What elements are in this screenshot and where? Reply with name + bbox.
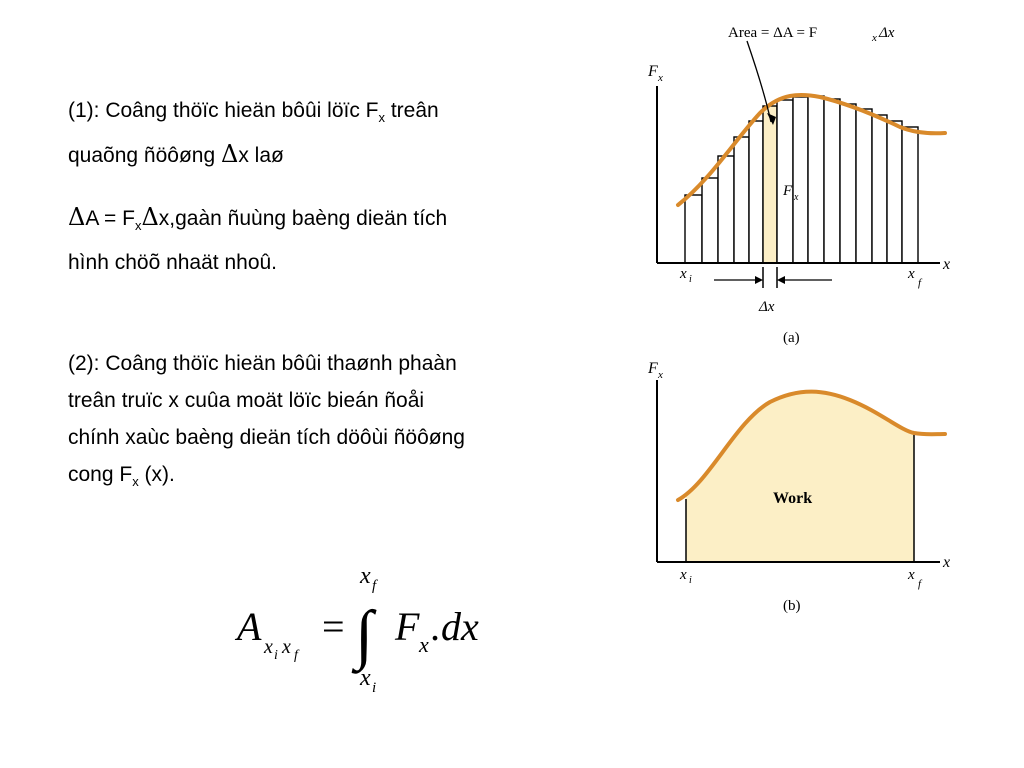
formula-f: F bbox=[395, 604, 420, 649]
area-label: Area = ΔA = F bbox=[728, 25, 818, 41]
area-rectangle bbox=[872, 115, 887, 263]
xf-label: x bbox=[908, 567, 915, 583]
area-rectangle bbox=[856, 109, 872, 263]
p1-text-d: x laø bbox=[238, 144, 284, 167]
area-rectangle bbox=[824, 99, 840, 263]
area-rectangle bbox=[902, 127, 918, 263]
figure-a-rectangles bbox=[640, 15, 970, 350]
xf-label-sub: f bbox=[918, 578, 922, 590]
work-label: Work bbox=[773, 490, 813, 507]
p3-text-d: cong F bbox=[68, 463, 133, 486]
xi-label-sub: i bbox=[689, 274, 692, 285]
x-axis-label: x bbox=[943, 554, 951, 571]
delta-symbol: Δ bbox=[141, 203, 159, 231]
paragraph-work-variable-force bbox=[68, 345, 548, 500]
p2-sub: x bbox=[134, 218, 142, 233]
p2-text-c: hình chöõ nhaät nhoû. bbox=[68, 251, 278, 274]
area-rectangle bbox=[777, 100, 793, 263]
highlighted-rectangle bbox=[763, 106, 777, 263]
p3-text-b: treân truïc x cuûa moät löïc bieán ñoåi bbox=[68, 389, 425, 412]
xf-label: x bbox=[908, 266, 915, 282]
xi-label: x bbox=[680, 266, 687, 282]
xi-label: x bbox=[680, 567, 687, 583]
caption-a: (a) bbox=[783, 330, 800, 346]
p1-text-b: treân bbox=[385, 99, 439, 122]
dx-arrowhead-left bbox=[755, 276, 763, 284]
work-integral-formula bbox=[232, 560, 502, 700]
area-rectangle bbox=[734, 137, 749, 263]
area-rectangle bbox=[887, 121, 902, 263]
p1-text-c: quaõng ñöôøng bbox=[68, 144, 221, 167]
area-rectangle bbox=[685, 195, 702, 263]
delta-symbol: Δ bbox=[220, 140, 239, 168]
area-rectangle bbox=[702, 178, 718, 263]
caption-b: (b) bbox=[783, 598, 801, 614]
p1-text-a: (1): Coâng thöïc hieän bôûi löïc F bbox=[68, 99, 379, 122]
paragraph-work-small-force bbox=[68, 92, 538, 174]
x-axis-label: x bbox=[943, 256, 951, 273]
area-rectangle bbox=[808, 96, 824, 263]
p2-text-b: x,gaàn ñuùng baèng dieän tích bbox=[158, 207, 448, 230]
xi-label-sub: i bbox=[689, 575, 692, 586]
xf-label-sub: f bbox=[918, 277, 922, 289]
area-label-sub: x bbox=[872, 32, 877, 44]
formula-a: A bbox=[237, 604, 262, 649]
y-axis-label: F bbox=[648, 63, 658, 80]
formula-dx: .dx bbox=[431, 604, 479, 649]
dx-label: Δx bbox=[759, 299, 775, 315]
area-rectangle bbox=[793, 97, 808, 263]
formula-a-sub-i: i bbox=[274, 648, 278, 663]
paragraph-delta-a bbox=[68, 199, 538, 281]
y-axis-label: F bbox=[648, 360, 658, 377]
y-axis-label-sub: x bbox=[658, 72, 663, 84]
formula-a-sub-xf: x bbox=[282, 636, 291, 658]
formula-equals: = bbox=[322, 604, 345, 649]
upper-limit: x bbox=[360, 563, 371, 589]
area-rectangle bbox=[840, 104, 856, 263]
p3-text-a: (2): Coâng thöïc hieän bôûi thaønh phaàn bbox=[68, 352, 457, 375]
formula-a-sub-xi: x bbox=[264, 636, 273, 658]
area-rectangle bbox=[749, 121, 763, 263]
fx-label-sub: x bbox=[794, 192, 799, 203]
area-label-end: Δx bbox=[879, 25, 895, 41]
p3-text-c: chính xaùc baèng dieän tích döôùi ñöôøng bbox=[68, 426, 465, 449]
lower-limit: x bbox=[360, 665, 371, 691]
integral-sign: ∫ bbox=[355, 598, 374, 671]
p2-text-a: A = F bbox=[85, 207, 135, 230]
fx-label: F bbox=[783, 183, 793, 199]
lower-limit-sub: i bbox=[372, 680, 377, 696]
figure-b-area-under-curve bbox=[640, 352, 970, 617]
delta-symbol: Δ bbox=[68, 203, 86, 231]
dx-arrowhead-right bbox=[777, 276, 785, 284]
formula-f-sub: x bbox=[419, 632, 429, 657]
p3-sub: x bbox=[132, 474, 139, 489]
y-axis-label-sub: x bbox=[658, 369, 663, 381]
area-rectangle bbox=[718, 156, 734, 263]
p1-sub: x bbox=[378, 110, 386, 125]
upper-limit-sub: f bbox=[372, 578, 377, 594]
p3-text-e: (x). bbox=[138, 463, 175, 486]
formula-a-sub-f: f bbox=[294, 648, 298, 663]
